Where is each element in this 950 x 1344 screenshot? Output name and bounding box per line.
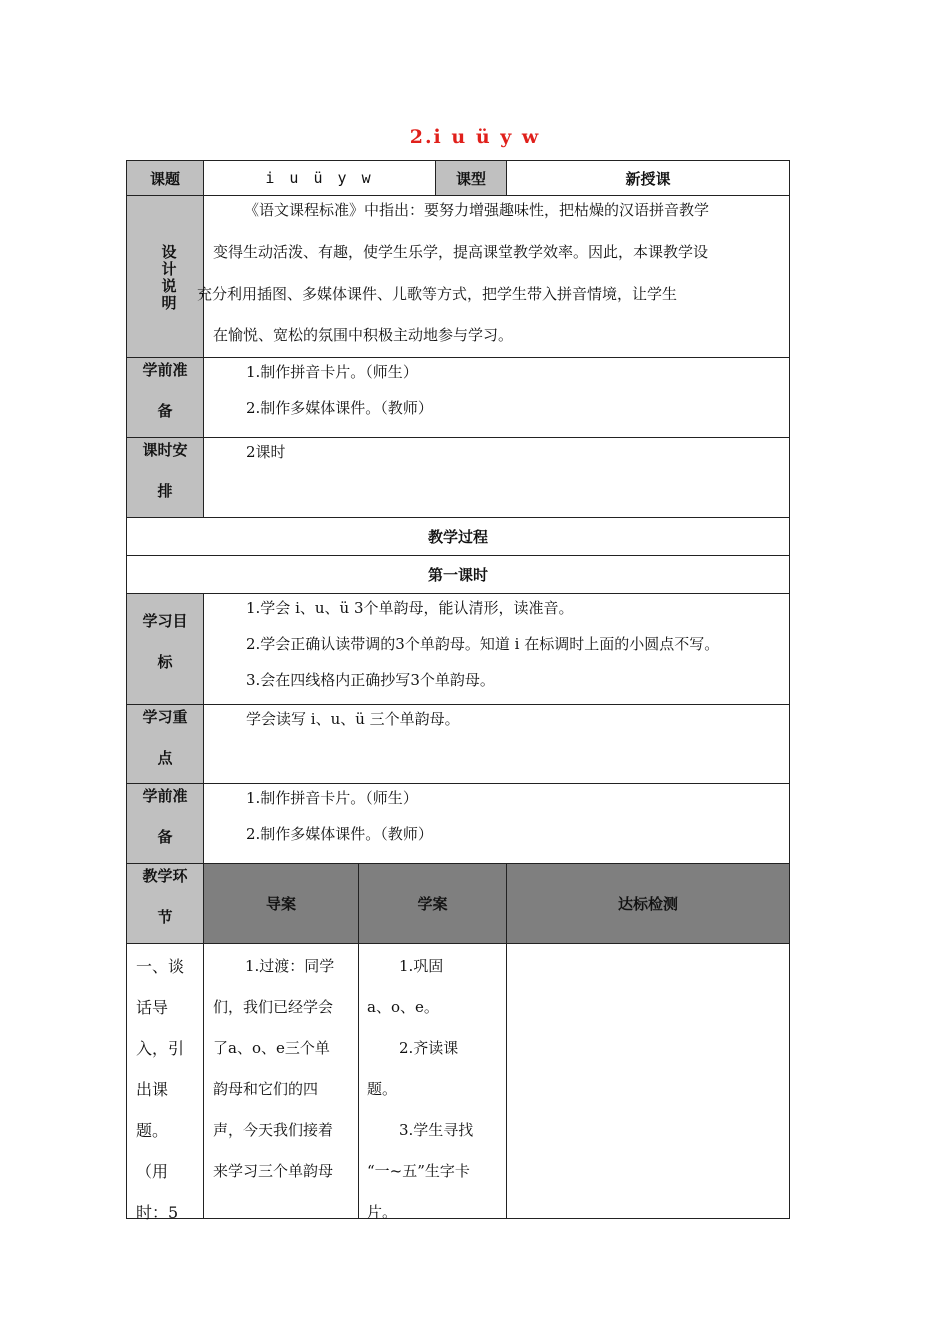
goals-item-1: 1.学会 i、u、ü 3个单韵母，能认清形，读准音。	[246, 599, 574, 617]
study-header: 学案	[417, 895, 448, 913]
check-header: 达标检测	[617, 895, 678, 913]
key-points-value: 学会读写 i、u、ü 三个单韵母。	[246, 710, 460, 728]
topic-label: 课题	[149, 169, 180, 188]
row1-guide-text	[213, 946, 355, 1192]
document-title: 2.i u ü y w	[409, 126, 541, 148]
process-title-cell	[126, 517, 790, 556]
check-header-cell	[506, 863, 790, 944]
prep1-label	[136, 350, 194, 432]
prep2-label	[136, 776, 194, 858]
schedule-label-text: 课时安排	[142, 441, 188, 500]
topic-value-cell	[203, 160, 436, 196]
type-value-cell	[506, 160, 790, 196]
guide-line-2: 们，我们已经学会	[213, 998, 334, 1016]
stage-header-text: 教学环节	[142, 867, 188, 926]
first-lesson-title: 第一课时	[427, 566, 488, 584]
guide-line-4: 韵母和它们的四	[213, 1080, 319, 1098]
row1-stage-text	[136, 946, 196, 1233]
goals-item-2: 2.学会正确认读带调的3个单韵母。知道 i 在标调时上面的小圆点不写。	[246, 635, 720, 653]
guide-line-5: 声，今天我们接着	[213, 1121, 334, 1139]
prep2-item-1: 1.制作拼音卡片。（师生）	[246, 789, 418, 807]
prep1-item-1: 1.制作拼音卡片。（师生）	[246, 363, 418, 381]
design-label-text: 设计说明	[161, 243, 177, 312]
goals-label	[136, 601, 194, 683]
study-line-7: 片。	[367, 1203, 398, 1221]
row1-check-cell	[506, 943, 790, 1219]
type-value: 新授课	[625, 169, 671, 188]
schedule-content-cell	[203, 437, 790, 518]
goals-item-3: 3.会在四线格内正确抄写3个单韵母。	[246, 671, 495, 689]
study-line-6: “一~五”生字卡	[367, 1162, 470, 1180]
prep1-item-2: 2.制作多媒体课件。（教师）	[246, 399, 433, 417]
design-line-4: 在愉悦、宽松的氛围中积极主动地参与学习。	[213, 326, 514, 344]
guide-header: 导案	[265, 895, 296, 913]
study-line-1: 1.巩固	[399, 957, 444, 975]
stage-line-2: 话导	[136, 998, 169, 1017]
stage-line-1: 一、谈	[136, 957, 185, 976]
first-lesson-cell	[126, 555, 790, 594]
stage-line-4: 出课	[136, 1080, 169, 1099]
schedule-value: 2课时	[246, 443, 286, 461]
guide-line-3: 了a、o、e三个单	[213, 1039, 330, 1057]
schedule-label	[136, 430, 194, 512]
prep2-label-text: 学前准备	[142, 787, 188, 846]
goals-label-text: 学习目标	[142, 612, 188, 671]
stage-line-6: （用	[136, 1162, 169, 1181]
guide-line-1: 1.过渡：同学	[245, 957, 335, 975]
prep1-label-text: 学前准备	[142, 361, 188, 420]
design-line-3: 充分利用插图、多媒体课件、儿歌等方式，把学生带入拼音情境，让学生	[197, 285, 678, 303]
topic-label-cell	[126, 160, 204, 196]
stage-line-5: 题。	[136, 1121, 169, 1140]
stage-line-7: 时：5	[136, 1203, 179, 1222]
study-line-4: 题。	[367, 1080, 398, 1098]
guide-header-cell	[203, 863, 359, 944]
prep2-item-2: 2.制作多媒体课件。（教师）	[246, 825, 433, 843]
process-title: 教学过程	[427, 528, 488, 546]
design-line-1: 《语文课程标准》中指出：要努力增强趣味性，把枯燥的汉语拼音教学	[244, 201, 710, 219]
study-line-3: 2.齐读课	[399, 1039, 459, 1057]
design-line-2: 变得生动活泼、有趣，使学生乐学，提高课堂教学效率。因此，本课教学设	[213, 243, 709, 261]
study-line-2: a、o、e。	[367, 998, 439, 1016]
key-points-label-text: 学习重点	[142, 708, 188, 767]
study-header-cell	[358, 863, 507, 944]
key-points-label	[136, 697, 194, 779]
type-label-cell	[435, 160, 507, 196]
type-label: 课型	[455, 169, 486, 188]
topic-value: i u ü y w	[265, 169, 374, 187]
design-label	[161, 244, 181, 312]
row1-study-text	[367, 946, 505, 1233]
guide-line-6: 来学习三个单韵母	[213, 1162, 334, 1180]
stage-line-3: 入，引	[136, 1039, 185, 1058]
study-line-5: 3.学生寻找	[399, 1121, 474, 1139]
stage-header	[136, 856, 194, 938]
